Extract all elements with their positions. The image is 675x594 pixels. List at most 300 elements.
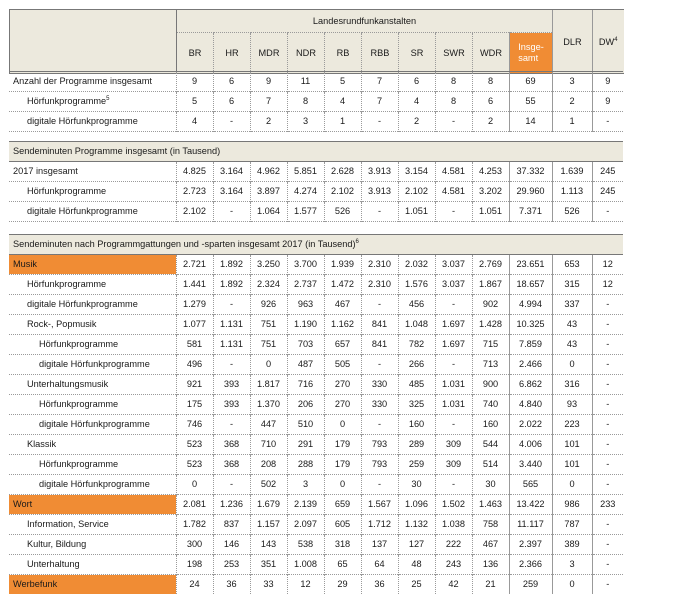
table-row — [9, 435, 623, 455]
table-row — [9, 555, 623, 575]
table-cell: 703 — [287, 335, 324, 355]
table-cell: 7 — [250, 92, 287, 112]
table-row — [9, 415, 623, 435]
row-label: Hörfunkprogramme — [9, 455, 176, 475]
table-cell: 526 — [552, 202, 592, 222]
table-cell: 1.567 — [361, 495, 398, 515]
table-cell: - — [435, 415, 472, 435]
table-cell: 12 — [592, 255, 623, 275]
table-cell: 514 — [472, 455, 509, 475]
table-cell: - — [361, 202, 398, 222]
row-label: Werbefunk — [9, 575, 176, 594]
table-cell: 1.576 — [398, 275, 435, 295]
table-cell: 208 — [250, 455, 287, 475]
table-cell: 1.162 — [324, 315, 361, 335]
table-cell: - — [435, 355, 472, 375]
table-cell: 1 — [324, 112, 361, 132]
row-label: digitale Hörfunkprogramme — [9, 295, 176, 315]
table-cell: 837 — [213, 515, 250, 535]
table-cell: 259 — [509, 575, 552, 594]
group-label: Landesrundfunkanstalten — [177, 10, 553, 33]
section-program-count — [9, 71, 623, 132]
table-cell: 496 — [176, 355, 213, 375]
table-cell: 1.679 — [250, 495, 287, 515]
table-cell: 11 — [287, 72, 324, 92]
table-cell: 782 — [398, 335, 435, 355]
row-label: digitale Hörfunkprogramme — [9, 355, 176, 375]
table-cell: - — [435, 202, 472, 222]
table-cell: 69 — [509, 72, 552, 92]
table-cell: - — [592, 395, 623, 415]
table-cell: 198 — [176, 555, 213, 575]
table-cell: 325 — [398, 395, 435, 415]
row-label: Unterhaltungsmusik — [9, 375, 176, 395]
table-cell: 8 — [287, 92, 324, 112]
header-col: WDR — [473, 33, 510, 74]
table-cell: - — [213, 295, 250, 315]
table-cell: - — [592, 555, 623, 575]
section-title-row — [9, 235, 623, 255]
table-cell: 14 — [509, 112, 552, 132]
table-cell: 1.279 — [176, 295, 213, 315]
table-cell: 1.697 — [435, 335, 472, 355]
table-cell: 1.463 — [472, 495, 509, 515]
table-cell: - — [435, 295, 472, 315]
table-cell: 4 — [176, 112, 213, 132]
table-cell: 29.960 — [509, 182, 552, 202]
table-cell: 1.048 — [398, 315, 435, 335]
table-cell: 3 — [552, 555, 592, 575]
table-cell: 30 — [398, 475, 435, 495]
table-cell: 2.466 — [509, 355, 552, 375]
table-cell: 1.008 — [287, 555, 324, 575]
table-cell: 206 — [287, 395, 324, 415]
table-cell: 1.697 — [435, 315, 472, 335]
table-cell: 841 — [361, 335, 398, 355]
row-label: digitale Hörfunkprogramme — [9, 202, 176, 222]
row-label: Unterhaltung — [9, 555, 176, 575]
table-cell: 2.310 — [361, 275, 398, 295]
table-cell: 143 — [250, 535, 287, 555]
table-cell: 137 — [361, 535, 398, 555]
table-cell: 3.154 — [398, 162, 435, 182]
table-cell: 1.817 — [250, 375, 287, 395]
table-cell: 7 — [361, 72, 398, 92]
table-cell: 3.913 — [361, 162, 398, 182]
table-cell: 0 — [250, 355, 287, 375]
table-cell: 3 — [287, 112, 324, 132]
table-cell: 223 — [552, 415, 592, 435]
table-cell: 505 — [324, 355, 361, 375]
table-cell: 30 — [472, 475, 509, 495]
table-cell: 2.366 — [509, 555, 552, 575]
table-cell: 393 — [213, 395, 250, 415]
table-cell: 6.862 — [509, 375, 552, 395]
table-cell: 243 — [435, 555, 472, 575]
table-cell: 33 — [250, 575, 287, 594]
table-cell: 29 — [324, 575, 361, 594]
table-cell: 3.913 — [361, 182, 398, 202]
table-cell: 1.190 — [287, 315, 324, 335]
table-cell: 4.994 — [509, 295, 552, 315]
table-cell: 716 — [287, 375, 324, 395]
table-row — [9, 395, 623, 415]
row-label: Klassik — [9, 435, 176, 455]
table-cell: 101 — [552, 435, 592, 455]
table-cell: 6 — [213, 92, 250, 112]
table-row — [9, 355, 623, 375]
table-cell: 8 — [435, 72, 472, 92]
table-cell: 2 — [250, 112, 287, 132]
table-cell: 351 — [250, 555, 287, 575]
table-cell: 10.325 — [509, 315, 552, 335]
table-cell: 544 — [472, 435, 509, 455]
table-cell: 368 — [213, 455, 250, 475]
table-cell: 65 — [324, 555, 361, 575]
table-cell: 368 — [213, 435, 250, 455]
table-cell: 2 — [398, 112, 435, 132]
table-cell: 43 — [552, 335, 592, 355]
table-cell: 55 — [509, 92, 552, 112]
table-cell: 266 — [398, 355, 435, 375]
table-cell: 6 — [472, 92, 509, 112]
table-cell: 4.006 — [509, 435, 552, 455]
header-col: BR — [177, 33, 214, 74]
table-cell: 1.577 — [287, 202, 324, 222]
table-cell: 523 — [176, 455, 213, 475]
header-col: NDR — [288, 33, 325, 74]
table-cell: 1.867 — [472, 275, 509, 295]
table-cell: 2.032 — [398, 255, 435, 275]
table-cell: 1.639 — [552, 162, 592, 182]
table-cell: 42 — [435, 575, 472, 594]
table-cell: 2.097 — [287, 515, 324, 535]
table-cell: 2.102 — [176, 202, 213, 222]
table-cell: 1.031 — [435, 375, 472, 395]
table-cell: 21 — [472, 575, 509, 594]
table-cell: 1.051 — [398, 202, 435, 222]
table-cell: 291 — [287, 435, 324, 455]
table-cell: 841 — [361, 315, 398, 335]
header-total: Insge- samt — [510, 33, 553, 74]
table-cell: 4.274 — [287, 182, 324, 202]
table-row — [9, 295, 623, 315]
header-col: MDR — [251, 33, 288, 74]
table-cell: - — [213, 415, 250, 435]
table-cell: 11.117 — [509, 515, 552, 535]
table-cell: 963 — [287, 295, 324, 315]
table-cell: 9 — [592, 72, 623, 92]
row-label: Kultur, Bildung — [9, 535, 176, 555]
table-cell: 1.064 — [250, 202, 287, 222]
table-cell: - — [435, 112, 472, 132]
table-cell: 3 — [287, 475, 324, 495]
table-cell: 245 — [592, 162, 623, 182]
table-row — [9, 495, 623, 515]
table-cell: 1.892 — [213, 275, 250, 295]
table-cell: 36 — [361, 575, 398, 594]
table-cell: 4.581 — [435, 162, 472, 182]
table-cell: 13.422 — [509, 495, 552, 515]
table-cell: 315 — [552, 275, 592, 295]
table-cell: 7.371 — [509, 202, 552, 222]
table-cell: 1.031 — [435, 395, 472, 415]
table-cell: 5.851 — [287, 162, 324, 182]
table-cell: 233 — [592, 495, 623, 515]
table-cell: 6 — [398, 72, 435, 92]
table-cell: 2.310 — [361, 255, 398, 275]
table-cell: 0 — [176, 475, 213, 495]
table-cell: 3.164 — [213, 162, 250, 182]
row-label: digitale Hörfunkprogramme — [9, 112, 176, 132]
table-row — [9, 575, 623, 594]
table-row — [9, 455, 623, 475]
table-cell: 2.324 — [250, 275, 287, 295]
table-cell: 330 — [361, 395, 398, 415]
row-label: Rock-, Popmusik — [9, 315, 176, 335]
table-cell: 1.472 — [324, 275, 361, 295]
table-cell: 900 — [472, 375, 509, 395]
table-row — [9, 515, 623, 535]
table-cell: 526 — [324, 202, 361, 222]
table-cell: 330 — [361, 375, 398, 395]
table-cell: 2 — [472, 112, 509, 132]
row-label: Hörfunkprogramme — [9, 275, 176, 295]
table-cell: 2.723 — [176, 182, 213, 202]
table-cell: 1.712 — [361, 515, 398, 535]
table-cell: 605 — [324, 515, 361, 535]
column-header — [9, 9, 624, 74]
section-title: Sendeminuten Programme insgesamt (in Tausend) — [9, 142, 623, 162]
table-cell: 510 — [287, 415, 324, 435]
table-cell: 270 — [324, 375, 361, 395]
table-cell: 1.051 — [472, 202, 509, 222]
table-cell: 4.253 — [472, 162, 509, 182]
table-cell: 2 — [552, 92, 592, 112]
table-cell: 316 — [552, 375, 592, 395]
section-minutes-total — [9, 141, 623, 222]
row-label: Hörfunkprogramme — [9, 182, 176, 202]
table-cell: - — [213, 112, 250, 132]
table-cell: - — [213, 202, 250, 222]
table-cell: 179 — [324, 435, 361, 455]
table-cell: 523 — [176, 435, 213, 455]
table-cell: 0 — [552, 575, 592, 594]
table-cell: 1.428 — [472, 315, 509, 335]
table-cell: - — [213, 355, 250, 375]
table-cell: 1.132 — [398, 515, 435, 535]
table-cell: 3 — [552, 72, 592, 92]
table-cell: 2.081 — [176, 495, 213, 515]
table-cell: 160 — [398, 415, 435, 435]
table-cell: 2.139 — [287, 495, 324, 515]
table-cell: 921 — [176, 375, 213, 395]
row-label: Hörfunkprogramme$^5$ — [9, 92, 176, 112]
table-cell: 1.236 — [213, 495, 250, 515]
table-cell: 3.037 — [435, 255, 472, 275]
table-cell: 1.077 — [176, 315, 213, 335]
table-cell: 2.102 — [324, 182, 361, 202]
table-cell: 1.939 — [324, 255, 361, 275]
table-cell: 245 — [592, 182, 623, 202]
table-cell: 7 — [361, 92, 398, 112]
table-cell: 393 — [213, 375, 250, 395]
table-cell: 289 — [398, 435, 435, 455]
table-cell: 751 — [250, 335, 287, 355]
table-cell: 1.038 — [435, 515, 472, 535]
table-row — [9, 275, 623, 295]
section-title-row — [9, 142, 623, 162]
table-cell: 3.700 — [287, 255, 324, 275]
table-cell: 25 — [398, 575, 435, 594]
table-cell: 1.096 — [398, 495, 435, 515]
table-cell: 3.440 — [509, 455, 552, 475]
header-dlr: DLR — [553, 10, 593, 74]
table-cell: 467 — [472, 535, 509, 555]
table-cell: 9 — [592, 92, 623, 112]
table-cell: 653 — [552, 255, 592, 275]
header-corner — [10, 10, 177, 74]
table-cell: 4.825 — [176, 162, 213, 182]
table-cell: - — [592, 435, 623, 455]
table-row — [9, 162, 623, 182]
table-cell: - — [592, 375, 623, 395]
table-row — [9, 182, 623, 202]
table-cell: 0 — [552, 475, 592, 495]
header-col: RBB — [362, 33, 399, 74]
table-cell: 565 — [509, 475, 552, 495]
table-cell: 12 — [592, 275, 623, 295]
row-label: 2017 insgesamt — [9, 162, 176, 182]
table-cell: 4.581 — [435, 182, 472, 202]
header-dw: $DW^4$ — [593, 10, 624, 74]
table-cell: 24 — [176, 575, 213, 594]
section-minutes-genre — [9, 234, 623, 594]
table-cell: 581 — [176, 335, 213, 355]
table-cell: 3.250 — [250, 255, 287, 275]
table-cell: - — [592, 575, 623, 594]
table-cell: 659 — [324, 495, 361, 515]
header-col: SR — [399, 33, 436, 74]
table-cell: 7.859 — [509, 335, 552, 355]
row-label: Information, Service — [9, 515, 176, 535]
table-cell: 2.102 — [398, 182, 435, 202]
table-cell: 4 — [398, 92, 435, 112]
section-title: Sendeminuten nach Programmgattungen und -sparten insgesamt 2017 (in Tausend)$^6$ — [9, 235, 623, 255]
table-cell: 318 — [324, 535, 361, 555]
table-cell: 710 — [250, 435, 287, 455]
table-cell: 300 — [176, 535, 213, 555]
table-cell: 4 — [324, 92, 361, 112]
table-cell: 2.022 — [509, 415, 552, 435]
table-cell: 9 — [176, 72, 213, 92]
table-row — [9, 202, 623, 222]
table-cell: 657 — [324, 335, 361, 355]
table-cell: 715 — [472, 335, 509, 355]
table-cell: 793 — [361, 455, 398, 475]
header-col: HR — [214, 33, 251, 74]
table-row — [9, 315, 623, 335]
table-cell: - — [592, 202, 623, 222]
table-cell: 222 — [435, 535, 472, 555]
row-label: Wort — [9, 495, 176, 515]
table-cell: 986 — [552, 495, 592, 515]
table-cell: 253 — [213, 555, 250, 575]
header-col: SWR — [436, 33, 473, 74]
table-cell: 37.332 — [509, 162, 552, 182]
table-cell: 179 — [324, 455, 361, 475]
table-cell: 12 — [287, 575, 324, 594]
table-cell: - — [592, 355, 623, 375]
table-cell: 3.897 — [250, 182, 287, 202]
table-cell: 2.737 — [287, 275, 324, 295]
table-cell: - — [361, 415, 398, 435]
table-cell: 1.370 — [250, 395, 287, 415]
table-row — [9, 375, 623, 395]
table-cell: 1.113 — [552, 182, 592, 202]
table-cell: 456 — [398, 295, 435, 315]
table-cell: - — [592, 295, 623, 315]
table-cell: 502 — [250, 475, 287, 495]
table-cell: - — [213, 475, 250, 495]
table-cell: 1.157 — [250, 515, 287, 535]
table-cell: - — [592, 112, 623, 132]
table-cell: 2.628 — [324, 162, 361, 182]
table-cell: 160 — [472, 415, 509, 435]
table-row — [9, 475, 623, 495]
table-cell: 389 — [552, 535, 592, 555]
row-label: Anzahl der Programme insgesamt — [9, 72, 176, 92]
table-cell: - — [361, 355, 398, 375]
table-cell: 48 — [398, 555, 435, 575]
table-cell: 5 — [324, 72, 361, 92]
table-cell: 538 — [287, 535, 324, 555]
table-cell: 1.131 — [213, 315, 250, 335]
table-cell: 309 — [435, 455, 472, 475]
table-cell: 175 — [176, 395, 213, 415]
table-cell: 259 — [398, 455, 435, 475]
table-cell: 4.962 — [250, 162, 287, 182]
table-cell: 337 — [552, 295, 592, 315]
table-cell: 746 — [176, 415, 213, 435]
table-cell: 926 — [250, 295, 287, 315]
table-cell: - — [592, 535, 623, 555]
table-cell: 2.397 — [509, 535, 552, 555]
table-cell: 485 — [398, 375, 435, 395]
table-cell: 3.202 — [472, 182, 509, 202]
table-cell: 8 — [472, 72, 509, 92]
table-cell: - — [592, 475, 623, 495]
table-row — [9, 92, 623, 112]
table-cell: 487 — [287, 355, 324, 375]
table-cell: 36 — [213, 575, 250, 594]
table-cell: 1.782 — [176, 515, 213, 535]
table-cell: 793 — [361, 435, 398, 455]
table-cell: - — [592, 315, 623, 335]
table-row — [9, 72, 623, 92]
table-cell: 3.037 — [435, 275, 472, 295]
table-cell: 0 — [324, 415, 361, 435]
table-cell: 1.502 — [435, 495, 472, 515]
row-label: Hörfunkprogramme — [9, 335, 176, 355]
table-cell: 1 — [552, 112, 592, 132]
table-cell: 18.657 — [509, 275, 552, 295]
table-cell: - — [592, 455, 623, 475]
table-cell: 9 — [250, 72, 287, 92]
table-cell: 43 — [552, 315, 592, 335]
table-cell: 93 — [552, 395, 592, 415]
table-cell: 101 — [552, 455, 592, 475]
